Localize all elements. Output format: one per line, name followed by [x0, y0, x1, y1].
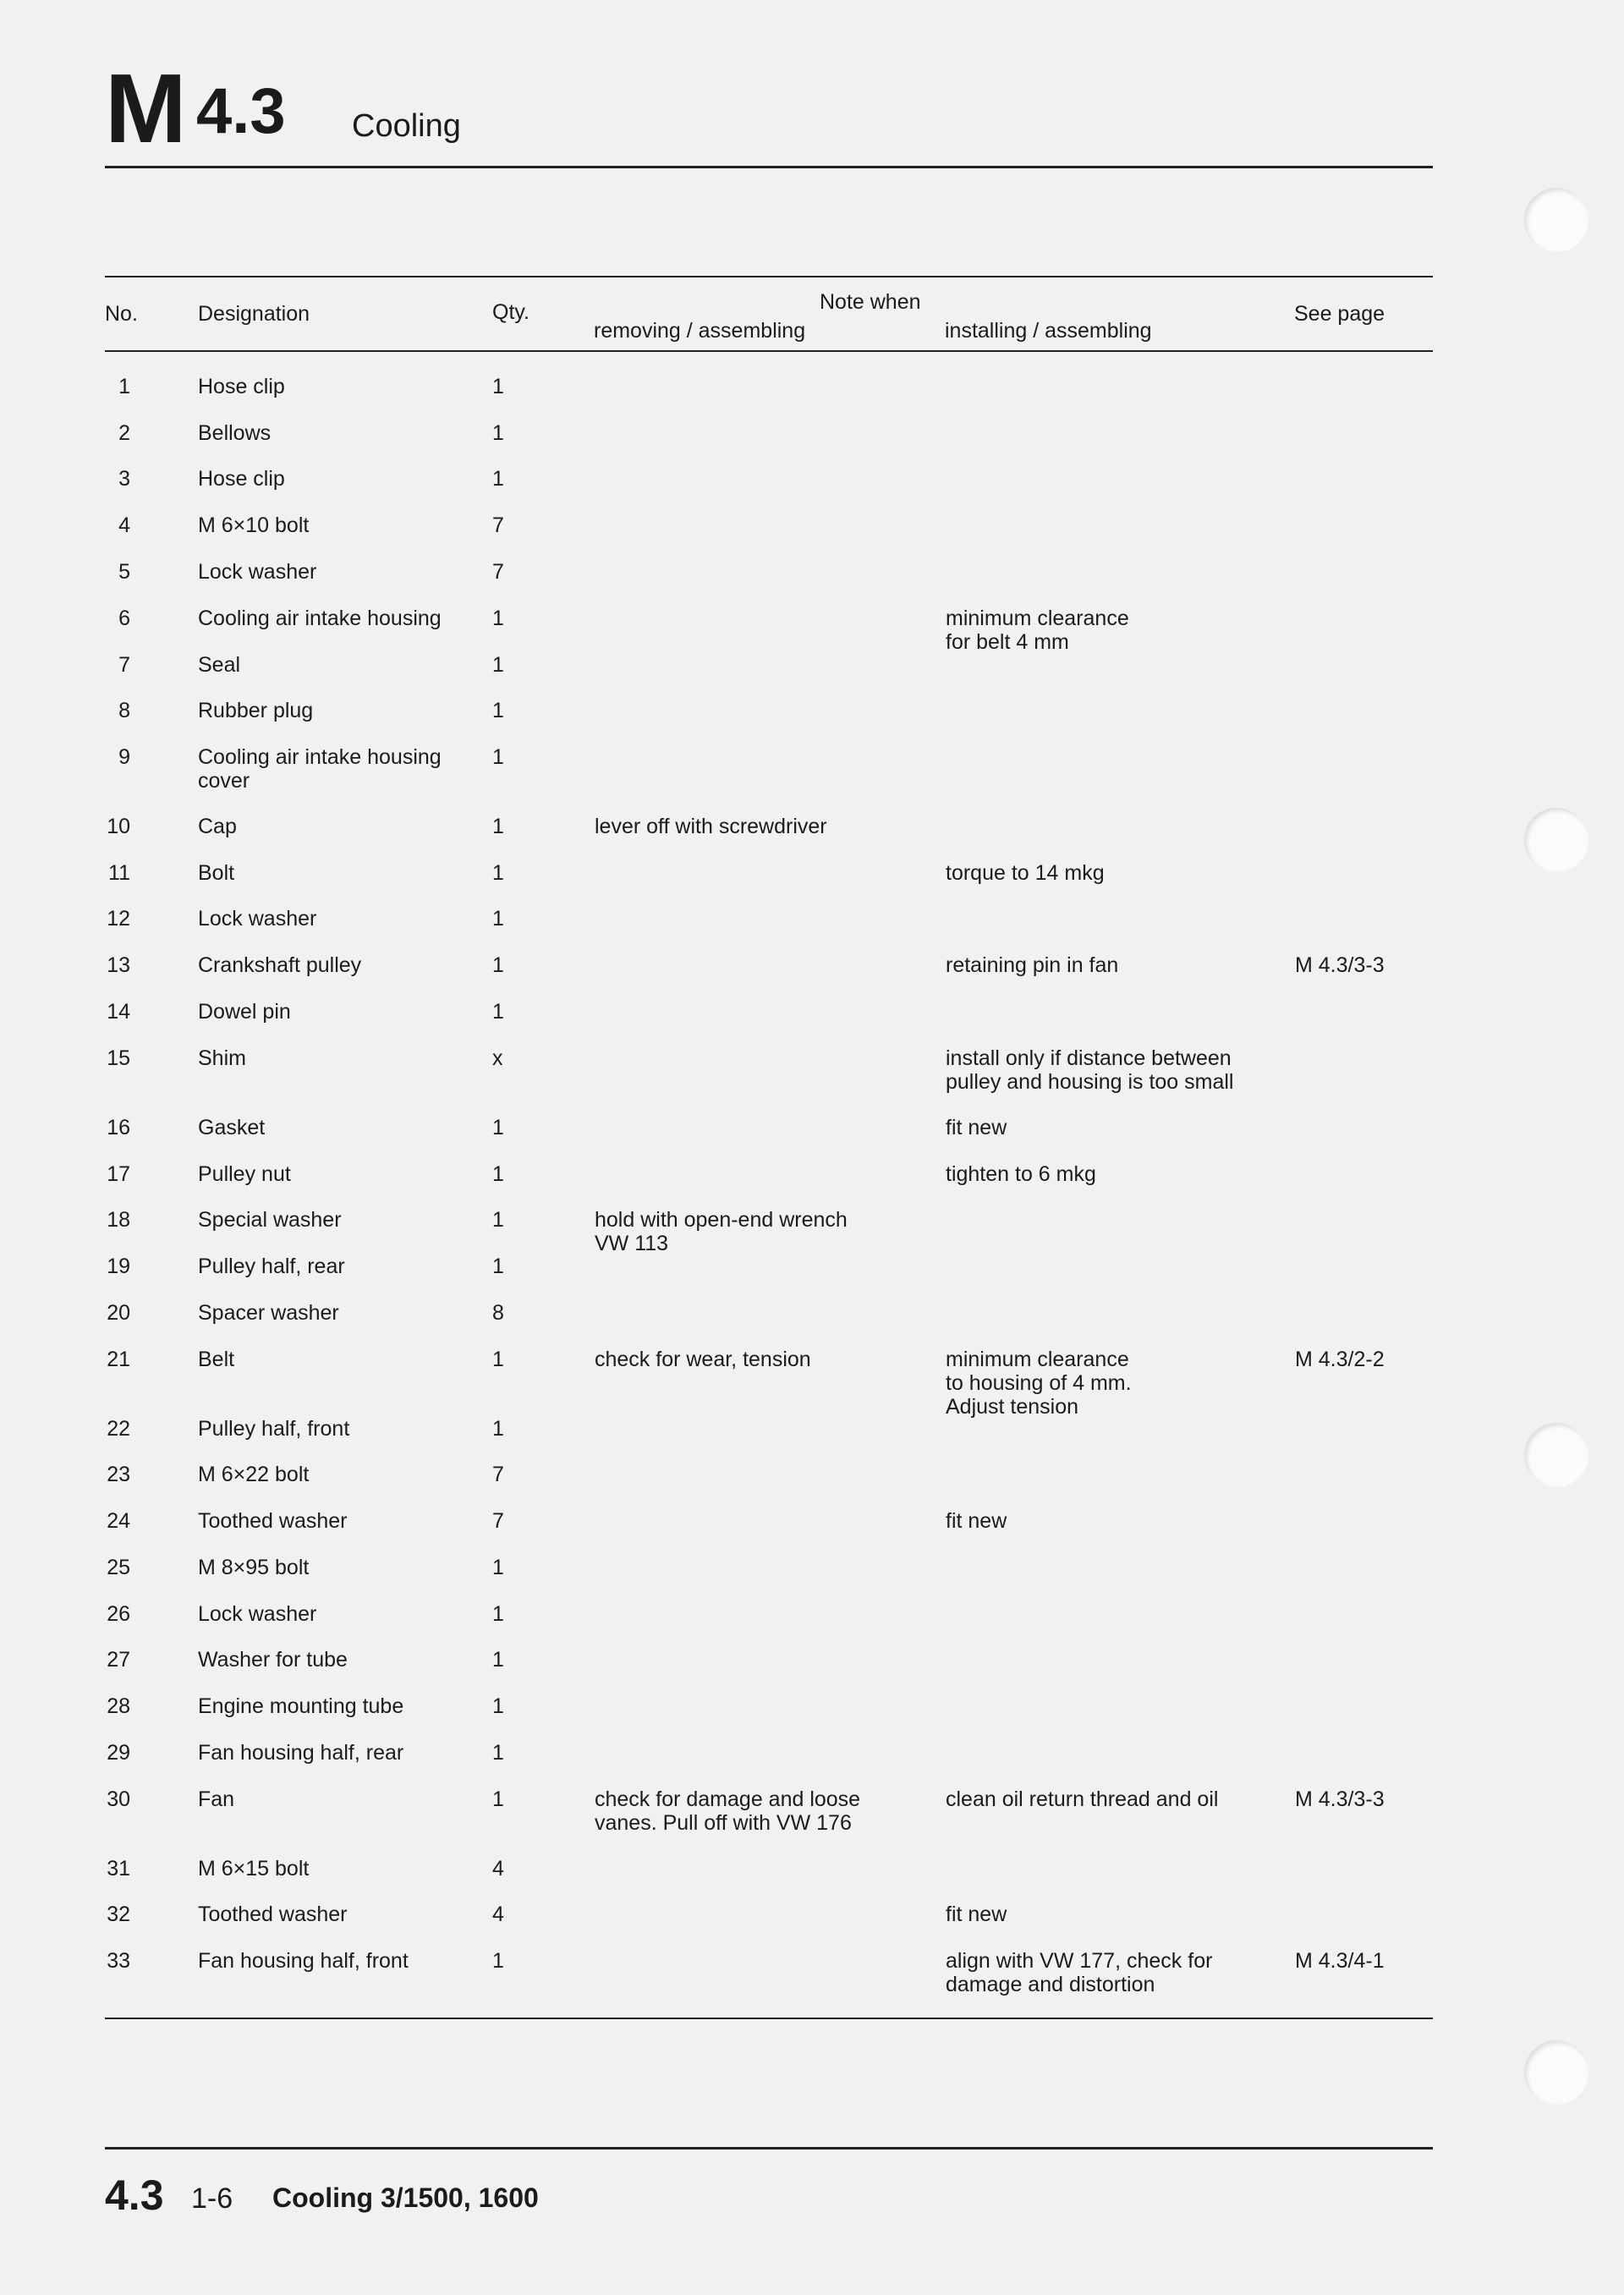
footer-section: 4.3	[105, 2171, 164, 2219]
item-designation: M 8×95 bolt	[198, 1556, 310, 1579]
item-number: 9	[118, 745, 130, 769]
item-number: 18	[107, 1208, 130, 1232]
item-number: 5	[118, 560, 130, 584]
page-title: Cooling	[352, 108, 461, 144]
item-note-installing: clean oil return thread and oil	[946, 1787, 1219, 1811]
item-quantity: 1	[492, 653, 504, 677]
item-number: 7	[118, 653, 130, 677]
item-quantity: 1	[492, 1348, 504, 1371]
footer-rule	[105, 2147, 1433, 2150]
table-top-rule	[105, 276, 1433, 277]
item-designation: Toothed washer	[198, 1509, 348, 1533]
item-note-installing: install only if distance between pulley and housing is too small	[946, 1046, 1234, 1094]
item-see-page: M 4.3/4-1	[1295, 1949, 1385, 1973]
item-designation: Hose clip	[198, 467, 285, 491]
item-quantity: 1	[492, 699, 504, 722]
item-designation: Fan housing half, front	[198, 1949, 409, 1973]
item-number: 17	[107, 1162, 130, 1186]
item-number: 28	[107, 1694, 130, 1718]
col-header-designation: Designation	[198, 302, 310, 326]
item-quantity: 1	[492, 861, 504, 885]
item-quantity: 7	[492, 1509, 504, 1533]
item-quantity: 1	[492, 1648, 504, 1672]
item-quantity: 1	[492, 1741, 504, 1765]
item-note-installing: minimum clearance to housing of 4 mm. Adjust tension	[946, 1348, 1132, 1419]
item-designation: Belt	[198, 1348, 235, 1371]
item-designation: Dowel pin	[198, 1000, 291, 1024]
item-designation: Fan housing half, rear	[198, 1741, 404, 1765]
item-number: 8	[118, 699, 130, 722]
item-designation: Special washer	[198, 1208, 342, 1232]
item-number: 31	[107, 1857, 130, 1880]
item-designation: Washer for tube	[198, 1648, 348, 1672]
item-designation: Pulley half, front	[198, 1417, 350, 1441]
item-designation: M 6×15 bolt	[198, 1857, 310, 1880]
item-designation: Spacer washer	[198, 1301, 339, 1325]
footer-page-number: 1-6	[191, 2182, 233, 2215]
item-designation: Rubber plug	[198, 699, 314, 722]
item-quantity: 1	[492, 1255, 504, 1278]
item-quantity: 1	[492, 1556, 504, 1579]
item-quantity: 7	[492, 1463, 504, 1486]
item-number: 29	[107, 1741, 130, 1765]
col-header-no: No.	[105, 302, 138, 326]
section-number: 4.3	[196, 75, 286, 147]
col-header-removing: removing / assembling	[594, 319, 806, 343]
item-quantity: 4	[492, 1857, 504, 1880]
item-quantity: 1	[492, 421, 504, 445]
item-quantity: 1	[492, 607, 504, 630]
item-designation: Bolt	[198, 861, 235, 885]
section-letter: M	[105, 53, 184, 163]
item-number: 16	[107, 1116, 130, 1139]
item-number: 12	[107, 907, 130, 931]
item-quantity: 1	[492, 1417, 504, 1441]
item-quantity: x	[492, 1046, 503, 1070]
item-quantity: 1	[492, 953, 504, 977]
item-note-installing: align with VW 177, check for damage and distortion	[946, 1949, 1213, 1996]
item-note-installing: minimum clearance for belt 4 mm	[946, 607, 1129, 654]
item-number: 4	[118, 513, 130, 537]
item-designation: Gasket	[198, 1116, 266, 1139]
item-quantity: 1	[492, 1602, 504, 1626]
col-header-installing: installing / assembling	[945, 319, 1152, 343]
item-note-installing: fit new	[946, 1509, 1007, 1533]
item-quantity: 1	[492, 1162, 504, 1186]
item-see-page: M 4.3/3-3	[1295, 953, 1385, 977]
item-quantity: 1	[492, 1116, 504, 1139]
item-number: 3	[118, 467, 130, 491]
table-bottom-rule	[105, 2018, 1433, 2019]
item-quantity: 4	[492, 1902, 504, 1926]
item-designation: Fan	[198, 1787, 235, 1811]
item-number: 25	[107, 1556, 130, 1579]
col-header-note-when: Note when	[820, 290, 921, 314]
item-designation: Pulley half, rear	[198, 1255, 345, 1278]
item-quantity: 1	[492, 375, 504, 398]
item-quantity: 1	[492, 745, 504, 769]
item-designation: Seal	[198, 653, 241, 677]
item-note-removing: lever off with screwdriver	[595, 815, 827, 838]
item-quantity: 1	[492, 1208, 504, 1232]
item-designation: Cap	[198, 815, 237, 838]
binder-hole	[1524, 2040, 1588, 2105]
item-note-installing: tighten to 6 mkg	[946, 1162, 1096, 1186]
item-note-removing: hold with open-end wrench VW 113	[595, 1208, 848, 1255]
item-number: 32	[107, 1902, 130, 1926]
item-quantity: 7	[492, 560, 504, 584]
item-note-installing: fit new	[946, 1116, 1007, 1139]
item-designation: Lock washer	[198, 1602, 317, 1626]
item-note-installing: torque to 14 mkg	[946, 861, 1105, 885]
col-header-see-page: See page	[1294, 302, 1385, 326]
binder-hole	[1524, 808, 1588, 872]
item-note-installing: retaining pin in fan	[946, 953, 1119, 977]
item-quantity: 1	[492, 907, 504, 931]
item-number: 26	[107, 1602, 130, 1626]
item-number: 33	[107, 1949, 130, 1973]
item-designation: Lock washer	[198, 560, 317, 584]
item-number: 13	[107, 953, 130, 977]
header-rule	[105, 166, 1433, 168]
item-designation: Bellows	[198, 421, 272, 445]
item-designation: Crankshaft pulley	[198, 953, 362, 977]
item-designation: M 6×22 bolt	[198, 1463, 310, 1486]
item-number: 2	[118, 421, 130, 445]
item-quantity: 1	[492, 1694, 504, 1718]
item-designation: Shim	[198, 1046, 246, 1070]
binder-hole	[1524, 1423, 1588, 1487]
item-see-page: M 4.3/2-2	[1295, 1348, 1385, 1371]
item-quantity: 1	[492, 1000, 504, 1024]
item-number: 27	[107, 1648, 130, 1672]
item-number: 11	[108, 861, 130, 885]
item-quantity: 1	[492, 1787, 504, 1811]
item-quantity: 8	[492, 1301, 504, 1325]
item-note-installing: fit new	[946, 1902, 1007, 1926]
item-see-page: M 4.3/3-3	[1295, 1787, 1385, 1811]
item-designation: Cooling air intake housing	[198, 607, 442, 630]
item-number: 6	[118, 607, 130, 630]
col-header-qty: Qty.	[492, 300, 529, 324]
item-number: 14	[107, 1000, 130, 1024]
item-designation: Cooling air intake housing cover	[198, 745, 442, 793]
table-header-rule	[105, 350, 1433, 352]
footer-title: Cooling 3/1500, 1600	[272, 2182, 539, 2213]
item-number: 15	[107, 1046, 130, 1070]
item-designation: Toothed washer	[198, 1902, 348, 1926]
item-designation: Lock washer	[198, 907, 317, 931]
item-quantity: 1	[492, 467, 504, 491]
item-number: 10	[107, 815, 130, 838]
binder-hole	[1524, 188, 1588, 252]
item-designation: Engine mounting tube	[198, 1694, 404, 1718]
item-quantity: 1	[492, 815, 504, 838]
item-quantity: 7	[492, 513, 504, 537]
item-number: 22	[107, 1417, 130, 1441]
item-number: 19	[107, 1255, 130, 1278]
item-number: 23	[107, 1463, 130, 1486]
item-number: 30	[107, 1787, 130, 1811]
item-designation: Hose clip	[198, 375, 285, 398]
item-number: 24	[107, 1509, 130, 1533]
item-number: 1	[118, 375, 130, 398]
item-quantity: 1	[492, 1949, 504, 1973]
item-note-removing: check for damage and loose vanes. Pull off with VW 176	[595, 1787, 861, 1835]
item-note-removing: check for wear, tension	[595, 1348, 811, 1371]
item-designation: Pulley nut	[198, 1162, 291, 1186]
item-number: 21	[107, 1348, 130, 1371]
item-number: 20	[107, 1301, 130, 1325]
item-designation: M 6×10 bolt	[198, 513, 310, 537]
